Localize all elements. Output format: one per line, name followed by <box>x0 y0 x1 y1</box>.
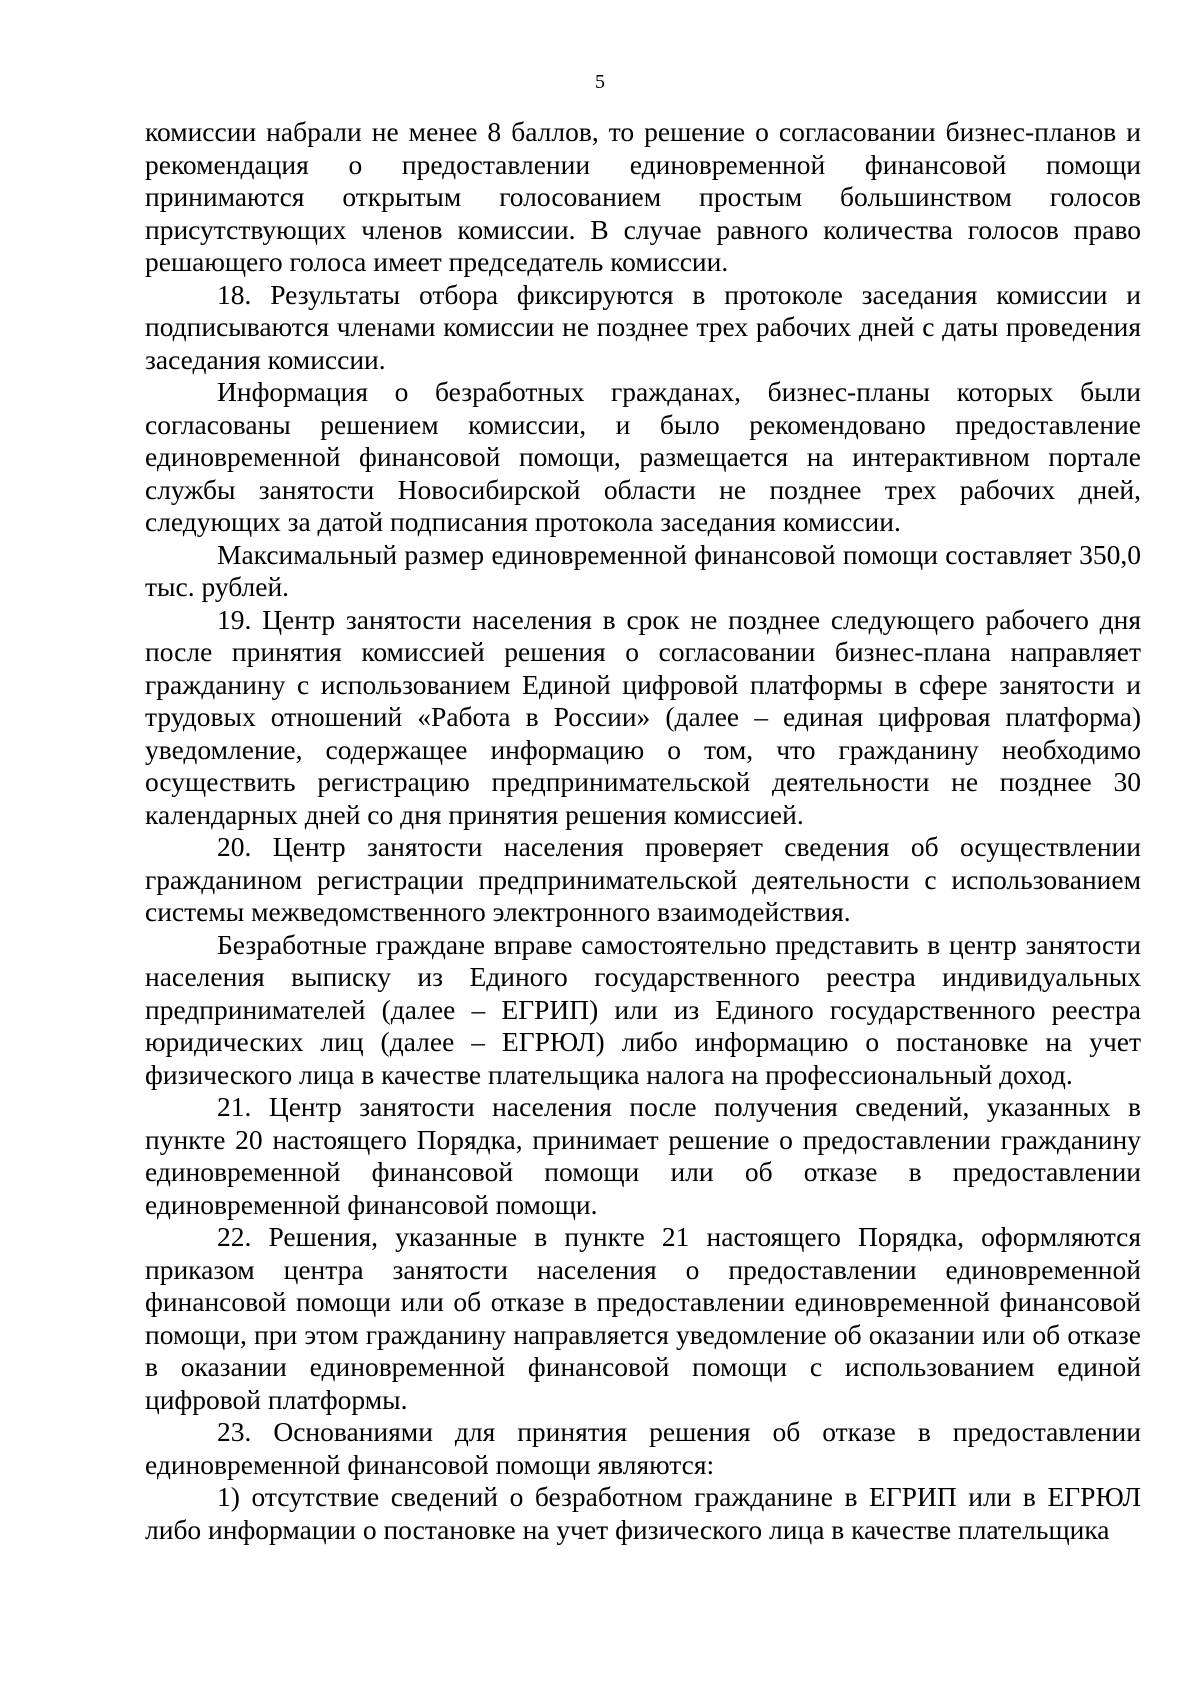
paragraph-20: 20. Центр занятости населения проверяет сведения об осуществлении гражданином регистрации предпринимательской деятельности с использованием системы межведомственного электронного взаимодействия. <box>145 831 1141 927</box>
paragraph-22: 22. Решения, указанные в пункте 21 настоящего Порядка, оформляются приказом центра занятости населения о предоставлении единовременной финансовой помощи или об отказе в предоставлении единовременной финансовой помощи, при этом гражданину направляется уведомление об оказании или об отказе в оказании единовременной финансовой помощи с использованием единой цифровой платформы. <box>145 1221 1141 1415</box>
paragraph-23-item-1: 1) отсутствие сведений о безработном гражданине в ЕГРИП или в ЕГРЮЛ либо информации о постановке на учет физического лица в качестве плательщика <box>145 1481 1141 1545</box>
paragraph-20-citizens: Безработные граждане вправе самостоятельно представить в центр занятости населения выписку из Единого государственного реестра индивидуальных предпринимателей (далее – ЕГРИП) или из Единого государственного реестра юридических лиц (далее – ЕГРЮЛ) либо информацию о постановке на учет физического лица в качестве плательщика налога на профессиональный доход. <box>145 928 1141 1090</box>
paragraph-18-max-amount: Максимальный размер единовременной финансовой помощи составляет 350,0 тыс. рублей. <box>145 538 1141 602</box>
paragraph-21: 21. Центр занятости населения после получения сведений, указанных в пункте 20 настоящего Порядка, принимает решение о предоставлении гражданину единовременной финансовой помощи или об отказе в предоставлении единовременной финансовой помощи. <box>145 1091 1141 1220</box>
document-body <box>145 116 1141 1546</box>
page-number: 5 <box>595 71 605 93</box>
paragraph-commission-vote: комиссии набрали не менее 8 баллов, то решение о согласовании бизнес-планов и рекомендация о предоставлении единовременной финансовой помощи принимаются открытым голосованием простым большинством голосов присутствующих членов комиссии. В случае равного количества голосов право решающего голоса имеет председатель комиссии. <box>145 116 1141 277</box>
paragraph-19: 19. Центр занятости населения в срок не позднее следующего рабочего дня после принятия комиссией решения о согласовании бизнес-плана направляет гражданину с использованием Единой цифровой платформы в сфере занятости и трудовых отношений «Работа в России» (далее – единая цифровая платформа) уведомление, содержащее информацию о том, что гражданину необходимо осуществить регистрацию предпринимательской деятельности не позднее 30 календарных дней со дня принятия решения комиссией. <box>145 603 1141 830</box>
paragraph-18: 18. Результаты отбора фиксируются в протоколе заседания комиссии и подписываются членами комиссии не позднее трех рабочих дней с даты проведения заседания комиссии. <box>145 278 1141 375</box>
paragraph-18-information: Информация о безработных гражданах, бизнес-планы которых были согласованы решением комиссии, и было рекомендовано предоставление единовременной финансовой помощи, размещается на интерактивном портале службы занятости Новосибирской области не позднее трех рабочих дней, следующих за датой подписания протокола заседания комиссии. <box>145 376 1141 537</box>
paragraph-23: 23. Основаниями для принятия решения об отказе в предоставлении единовременной финансовой помощи являются: <box>145 1416 1141 1480</box>
